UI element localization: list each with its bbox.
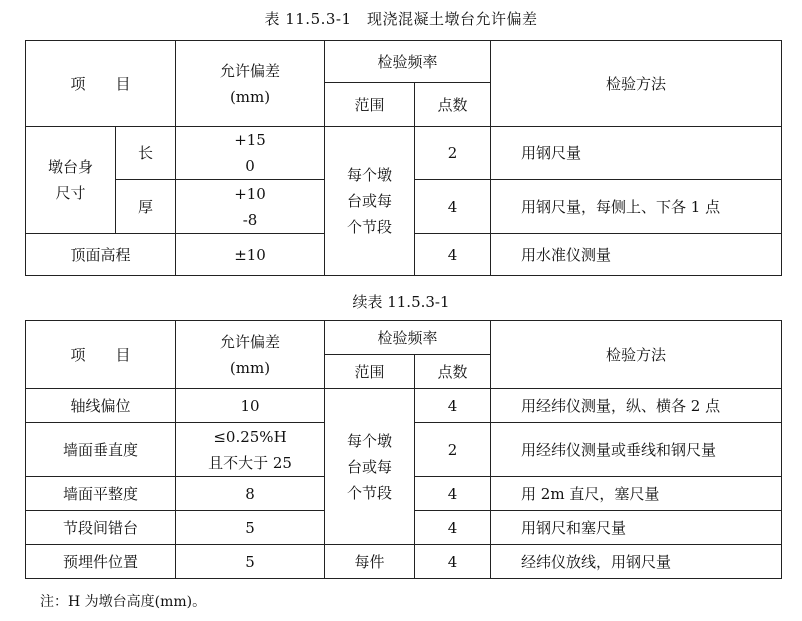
method-segment-offset: 用钢尺和塞尺量 [491, 511, 782, 545]
method-wall-verticality: 用经纬仪测量或垂线和钢尺量 [491, 423, 782, 477]
item-top-elevation: 顶面高程 [26, 234, 176, 276]
item-embedded-parts: 预埋件位置 [26, 545, 176, 579]
tolerance-table-main [25, 40, 782, 276]
method-wall-flatness: 用 2m 直尺，塞尺量 [491, 477, 782, 511]
tolerance-axis-deviation: 10 [176, 389, 325, 423]
method-axis-deviation: 用经纬仪测量，纵、横各 2 点 [491, 389, 782, 423]
header-range: 范围 [325, 355, 415, 389]
header-range: 范围 [325, 83, 415, 127]
tolerance-thickness: +10 -8 [176, 180, 325, 234]
method-top-elevation: 用水准仪测量 [491, 234, 782, 276]
header-item: 项 目 [26, 41, 176, 127]
header-method: 检验方法 [491, 41, 782, 127]
range-embedded-parts: 每件 [325, 545, 415, 579]
points-wall-flatness: 4 [415, 477, 491, 511]
tolerance-embedded-parts: 5 [176, 545, 325, 579]
header-tolerance: 允许偏差 (mm) [176, 321, 325, 389]
points-axis-deviation: 4 [415, 389, 491, 423]
points-thickness: 4 [415, 180, 491, 234]
tolerance-table-continued [25, 320, 782, 579]
method-embedded-parts: 经纬仪放线，用钢尺量 [491, 545, 782, 579]
header-points: 点数 [415, 83, 491, 127]
method-length: 用钢尺量 [491, 127, 782, 180]
table1-caption: 表 11.5.3-1 现浇混凝土墩台允许偏差 [264, 10, 538, 28]
header-points: 点数 [415, 355, 491, 389]
header-method: 检验方法 [491, 321, 782, 389]
method-thickness: 用钢尺量，每侧上、下各 1 点 [491, 180, 782, 234]
points-wall-verticality: 2 [415, 423, 491, 477]
item-segment-offset: 节段间错台 [26, 511, 176, 545]
range-merged: 每个墩 台或每 个节段 [325, 127, 415, 276]
points-length: 2 [415, 127, 491, 180]
header-frequency: 检验频率 [325, 321, 491, 355]
header-item: 项 目 [26, 321, 176, 389]
item-wall-verticality: 墙面垂直度 [26, 423, 176, 477]
item-wall-flatness: 墙面平整度 [26, 477, 176, 511]
tolerance-length: +15 0 [176, 127, 325, 180]
table2-caption: 续表 11.5.3-1 [352, 293, 450, 311]
points-embedded-parts: 4 [415, 545, 491, 579]
item-axis-deviation: 轴线偏位 [26, 389, 176, 423]
sub-item-length: 长 [116, 127, 176, 180]
tolerance-top-elevation: ±10 [176, 234, 325, 276]
group-label-pier-size: 墩台身 尺寸 [26, 127, 116, 234]
header-tolerance: 允许偏差 (mm) [176, 41, 325, 127]
header-frequency: 检验频率 [325, 41, 491, 83]
points-top-elevation: 4 [415, 234, 491, 276]
tolerance-segment-offset: 5 [176, 511, 325, 545]
tolerance-wall-flatness: 8 [176, 477, 325, 511]
footnote: 注：H 为墩台高度(mm)。 [40, 594, 207, 610]
points-segment-offset: 4 [415, 511, 491, 545]
sub-item-thickness: 厚 [116, 180, 176, 234]
tolerance-wall-verticality: ≤0.25%H 且不大于 25 [176, 423, 325, 477]
range-merged: 每个墩 台或每 个节段 [325, 389, 415, 545]
